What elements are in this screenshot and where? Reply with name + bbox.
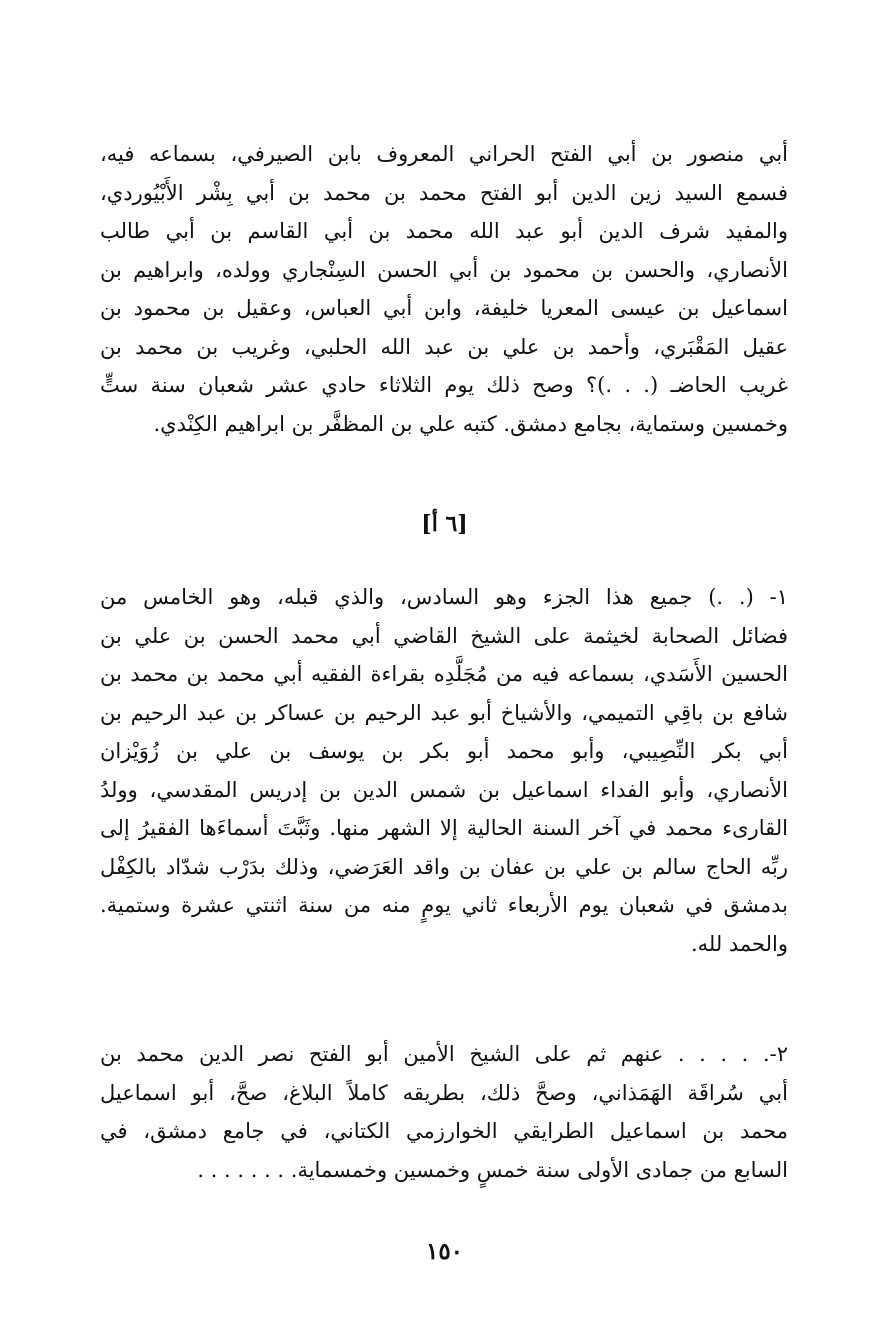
- text-line: اسماعيل بن عيسى المعريا خليفة، وابن أبي العباس، وعقيل بن محمود بن: [100, 296, 788, 320]
- text-line: ١- (. .) جميع هذا الجزء وهو السادس، والذي قبله، وهو الخامس من: [100, 585, 788, 609]
- text-line: الأنصاري، والحسن بن محمود بن أبي الحسن السِنْجاري وولده، وابراهيم بن: [100, 257, 788, 282]
- text-line: ربِّه الحاج سالم بن علي بن عفان بن واقد العَرَضي، وذلك بدَرْب شدّاد بالكِفْل: [100, 854, 788, 879]
- text-line: الحسين الأَسَدي، بسماعه فيه من مُجَلَّدِه بقراءة الفقيه أبي محمد بن محمد بن: [100, 662, 788, 686]
- text-line: شافع بن باقِي التميمي، والأشياخ أبو عبد الرحيم بن عساكر بن عبد الرحيم بن: [100, 700, 788, 725]
- paragraph-2: [100, 1035, 788, 1189]
- text-line: فضائل الصحابة لخيثمة على الشيخ القاضي أبي محمد الحسن بن علي بن: [100, 623, 788, 648]
- text-line: بدمشق في شعبان يوم الأربعاء ثاني يومٍ منه من سنة اثنتي عشرة وستمية.: [100, 893, 788, 917]
- text-line: السابع من جمادى الأولى سنة خمسٍ وخمسين وخمسماية. . . . . . . .: [197, 1157, 788, 1182]
- text-line: محمد بن اسماعيل الطرايقي الخوارزمي الكتاني، في جامع دمشق، في: [100, 1119, 788, 1143]
- text-line: غريب الحاضـ (. . .)؟ وصح ذلك يوم الثلاثاء حادي عشر شعبان سنة ستٍّ: [100, 373, 788, 397]
- text-line: أبي بكر النِّصِيبي، وأبو محمد أبو بكر بن يوسف بن علي بن زُوَيْزان: [100, 739, 788, 763]
- text-line: وخمسين وستماية، بجامع دمشق. كتبه علي بن المظفَّر بن ابراهيم الكِنْدي.: [153, 411, 788, 436]
- text-line: الأنصاري، وأبو الفداء اسماعيل بن شمس الدين بن إدريس المقدسي، وولدُ: [100, 777, 788, 802]
- text-line: والمفيد شرف الدين أبو عبد الله محمد بن أبي القاسم بن أبي طالب: [100, 219, 788, 243]
- paragraph-1: [100, 578, 788, 963]
- text-line: عقيل المَقْبَري، وأحمد بن علي بن عبد الله الحلبي، وغريب بن محمد بن: [100, 334, 788, 359]
- text-line: ٢-. . . . . عنهم ثم على الشيخ الأمين أبو الفتح نصر الدين محمد بن: [100, 1042, 788, 1066]
- text-line: فسمع السيد زين الدين أبو الفتح محمد بن محمد بن أبي بِشْر الأَبْيُوردي،: [100, 180, 788, 205]
- text-line: القارىء محمد في آخر السنة الحالية إلا الشهر منها. وثَبَّتَ أسماءَها الفقيرُ إلى: [100, 816, 788, 840]
- text-line: والحمد لله.: [690, 931, 788, 956]
- text-line: أبي منصور بن أبي الفتح الحراني المعروف بابن الصيرفي، بسماعه فيه،: [100, 142, 788, 166]
- folio-marker: [٦ أ]: [421, 511, 468, 537]
- paragraph-intro: [100, 135, 788, 443]
- page-number: ١٥٠: [425, 1238, 464, 1265]
- text-line: أبي سُراقَة الهَمَذاني، وصحَّ ذلك، بطريقه كاملاً البلاغ، صحَّ، أبو اسماعيل: [100, 1080, 788, 1105]
